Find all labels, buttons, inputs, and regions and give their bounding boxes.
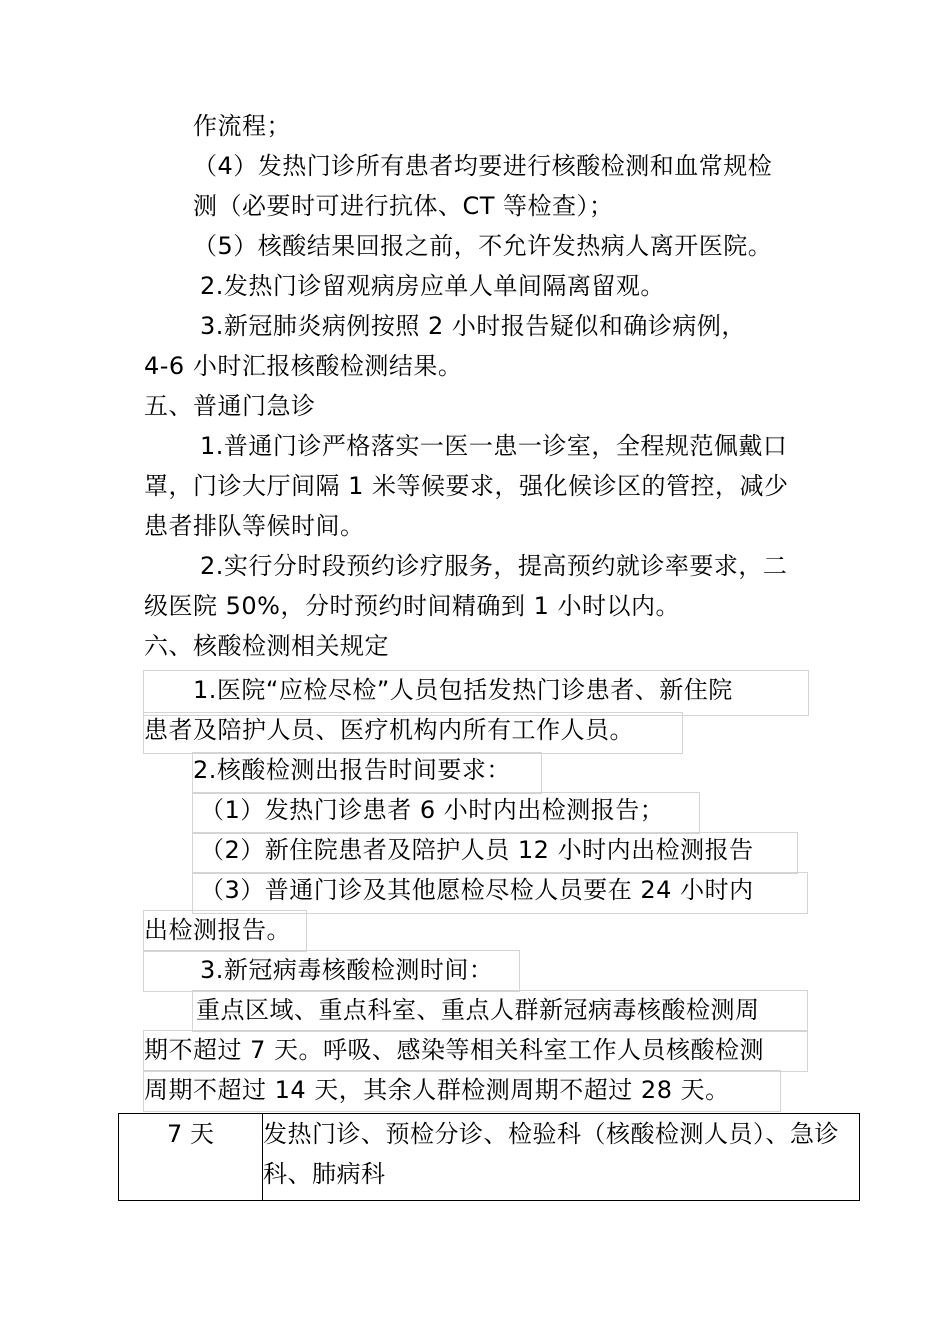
text-line: （5）核酸结果回报之前，不允许发热病人离开医院。 <box>193 232 773 260</box>
text-line: 4-6 小时汇报核酸检测结果。 <box>144 352 463 380</box>
table-row <box>119 1114 860 1201</box>
text-line: 3.新冠肺炎病例按照 2 小时报告疑似和确诊病例， <box>200 312 746 340</box>
departments-cell: 发热门诊、预检分诊、检验科（核酸检测人员）、急诊科、肺病科 <box>263 1114 860 1201</box>
text-line: （4）发热门诊所有患者均要进行核酸检测和血常规检 <box>193 152 773 180</box>
text-line: 出检测报告。 <box>144 916 291 944</box>
text-line: 测（必要时可进行抗体、CT 等检查）； <box>193 192 614 220</box>
text-line: 患者及陪护人员、医疗机构内所有工作人员。 <box>144 716 634 744</box>
text-line: 1.普通门诊严格落实一医一患一诊室，全程规范佩戴口 <box>200 432 788 460</box>
text-line: 重点区域、重点科室、重点人群新冠病毒核酸检测周 <box>196 996 760 1024</box>
testing-period-table <box>118 1113 860 1201</box>
section-heading: 六、核酸检测相关规定 <box>144 632 389 660</box>
text-line: 罩，门诊大厅间隔 1 米等候要求，强化候诊区的管控，减少 <box>144 472 789 500</box>
text-line: 周期不超过 14 天，其余人群检测周期不超过 28 天。 <box>144 1076 730 1104</box>
text-line: （2）新住院患者及陪护人员 12 小时内出检测报告 <box>200 836 754 864</box>
text-line: 3.新冠病毒核酸检测时间： <box>200 956 494 984</box>
text-line: （3）普通门诊及其他愿检尽检人员要在 24 小时内 <box>200 876 754 904</box>
text-line: （1）发热门诊患者 6 小时内出检测报告； <box>200 796 665 824</box>
text-line: 2.实行分时段预约诊疗服务，提高预约就诊率要求，二 <box>200 552 788 580</box>
text-line: 1.医院“应检尽检”人员包括发热门诊患者、新住院 <box>193 676 733 704</box>
section-heading: 五、普通门急诊 <box>144 392 316 420</box>
text-line: 2.发热门诊留观病房应单人单间隔离留观。 <box>200 272 665 300</box>
text-line: 作流程； <box>193 112 291 140</box>
text-line: 级医院 50%，分时预约时间精确到 1 小时以内。 <box>144 592 680 620</box>
text-line: 2.核酸检测出报告时间要求： <box>193 756 511 784</box>
period-cell: 7 天 <box>119 1114 263 1201</box>
text-line: 期不超过 7 天。呼吸、感染等相关科室工作人员核酸检测 <box>144 1036 765 1064</box>
text-line: 患者排队等候时间。 <box>144 512 365 540</box>
